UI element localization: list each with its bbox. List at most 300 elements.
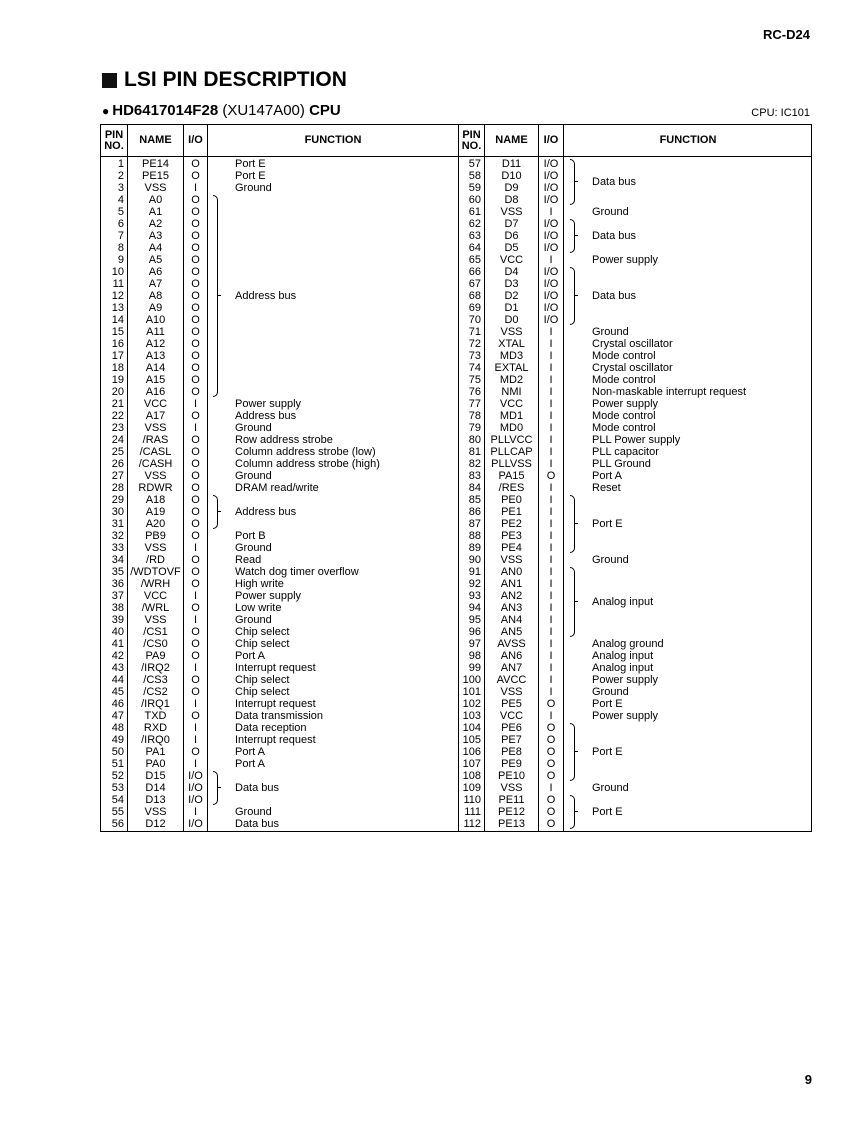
pin-name: PE7: [501, 734, 522, 746]
group-label: Address bus: [235, 506, 297, 518]
pin-io: I: [549, 710, 553, 722]
table-row: [101, 506, 813, 518]
pin-function: Power supply: [235, 398, 302, 410]
pin-number: 68: [468, 290, 481, 302]
pin-io: O: [191, 326, 200, 338]
pin-io: O: [191, 302, 200, 314]
pin-number: 100: [462, 674, 481, 686]
group-brace: [570, 795, 575, 829]
pin-name: AN5: [500, 626, 523, 638]
pin-name: AN7: [500, 662, 523, 674]
pin-name: VCC: [143, 398, 168, 410]
table-row: [101, 818, 813, 830]
table-row: [101, 650, 813, 662]
pin-name: /IRQ0: [141, 734, 170, 746]
pin-function: Mode control: [592, 374, 656, 386]
pin-number: 32: [111, 530, 124, 542]
pin-number: 57: [468, 158, 481, 170]
pin-io: I: [549, 458, 553, 470]
pin-number: 27: [111, 470, 124, 482]
pin-number: 6: [117, 218, 124, 230]
pin-name: MD1: [499, 410, 524, 422]
pin-name: VSS: [500, 206, 523, 218]
pin-io: I: [549, 578, 553, 590]
pin-io: O: [546, 746, 556, 758]
pin-name: PE11: [498, 794, 525, 806]
pin-name: A20: [145, 518, 166, 530]
pin-name: A5: [148, 254, 163, 266]
pin-number: 104: [462, 722, 481, 734]
pin-number: 89: [468, 542, 481, 554]
pin-io: I: [193, 806, 198, 818]
table-row: [101, 398, 813, 410]
pin-name: PE0: [501, 494, 522, 506]
pin-function: Ground: [592, 782, 629, 794]
table-row: [101, 314, 813, 326]
pin-io: I: [549, 518, 553, 530]
pin-name: VSS: [500, 326, 523, 338]
pin-io: I/O: [543, 170, 559, 182]
pin-name: VCC: [499, 254, 524, 266]
pin-io: O: [546, 722, 556, 734]
pin-io: I/O: [543, 242, 559, 254]
pin-name: PE12: [498, 806, 525, 818]
pin-io: O: [191, 206, 200, 218]
table-row: [101, 494, 813, 506]
table-row: [101, 626, 813, 638]
pin-name: A14: [145, 362, 166, 374]
pin-io: I: [193, 698, 198, 710]
pin-number: 64: [468, 242, 481, 254]
pin-io: I: [549, 614, 553, 626]
table-row: [101, 458, 813, 470]
pin-io: I: [193, 422, 198, 434]
header-pin-no: PIN NO.: [104, 128, 124, 152]
group-label: Data bus: [592, 290, 637, 302]
table-row: [101, 794, 813, 806]
table-row: [101, 662, 813, 674]
pin-name: D3: [504, 278, 519, 290]
pin-number: 88: [468, 530, 481, 542]
pin-name: D10: [501, 170, 522, 182]
table-row: [101, 638, 813, 650]
pin-number: 108: [462, 770, 481, 782]
pin-name: A18: [145, 494, 166, 506]
pin-number: 112: [463, 818, 481, 830]
pin-name: PE1: [501, 506, 522, 518]
pin-number: 23: [111, 422, 124, 434]
pin-io: I: [549, 542, 553, 554]
table-row: [101, 758, 813, 770]
table-row: [101, 158, 813, 170]
pin-number: 102: [462, 698, 481, 710]
pin-function: Port A: [235, 746, 265, 758]
pin-io: I: [549, 662, 553, 674]
group-label: Port E: [592, 806, 623, 818]
pin-number: 85: [468, 494, 481, 506]
pin-number: 55: [111, 806, 124, 818]
pin-name: VSS: [144, 470, 167, 482]
pin-name: VSS: [144, 542, 167, 554]
table-row: [101, 170, 813, 182]
pin-io: O: [191, 230, 200, 242]
pin-io: I: [549, 530, 553, 542]
pin-io: I: [549, 206, 553, 218]
chip-code: (XU147A00): [222, 102, 305, 119]
pin-io: O: [546, 806, 556, 818]
pin-number: 50: [111, 746, 124, 758]
pin-number: 29: [111, 494, 124, 506]
pin-function: Analog ground: [592, 638, 664, 650]
pin-name: /IRQ2: [141, 662, 170, 674]
pin-io: I: [549, 446, 553, 458]
pin-name: PE8: [501, 746, 522, 758]
pin-io: I: [549, 602, 553, 614]
pin-function: Port A: [592, 470, 622, 482]
table-row: [101, 746, 813, 758]
header-function: FUNCTION: [659, 134, 717, 146]
pin-function: Mode control: [592, 410, 656, 422]
pin-number: 48: [111, 722, 124, 734]
pin-name: AVCC: [496, 674, 527, 686]
pin-name: PE5: [501, 698, 522, 710]
pin-io: I: [549, 386, 553, 398]
pin-name: AN1: [500, 578, 523, 590]
pin-number: 15: [111, 326, 124, 338]
pin-number: 82: [468, 458, 481, 470]
bullet-icon: ●: [102, 103, 110, 118]
pin-io: O: [191, 626, 200, 638]
pin-number: 17: [111, 350, 124, 362]
table-row: [101, 782, 813, 794]
pin-function: Ground: [235, 470, 272, 482]
pin-number: 109: [462, 782, 481, 794]
pin-io: O: [546, 734, 556, 746]
table-row: [101, 230, 813, 242]
pin-name: RXD: [143, 722, 168, 734]
pin-number: 7: [117, 230, 124, 242]
chip-title: [102, 102, 341, 119]
pin-name: AN3: [500, 602, 523, 614]
pin-number: 71: [468, 326, 481, 338]
pin-number: 45: [111, 686, 124, 698]
table-row: [101, 542, 813, 554]
pin-io: I: [549, 482, 553, 494]
pin-io: O: [191, 482, 200, 494]
pin-io: I: [549, 590, 553, 602]
pin-name: A11: [146, 326, 165, 338]
pin-number: 99: [468, 662, 481, 674]
pin-io: I/O: [543, 302, 559, 314]
header-io: I/O: [188, 134, 203, 146]
group-brace: [570, 723, 575, 781]
pin-number: 31: [111, 518, 124, 530]
pin-io: I/O: [543, 182, 559, 194]
pin-number: 13: [111, 302, 124, 314]
pin-number: 2: [117, 170, 124, 182]
pin-number: 51: [111, 758, 124, 770]
group-label: Address bus: [235, 290, 297, 302]
pin-function: Watch dog timer overflow: [235, 566, 359, 578]
pin-name: VSS: [500, 554, 523, 566]
pin-number: 42: [111, 650, 124, 662]
pin-number: 9: [117, 254, 124, 266]
pin-function: DRAM read/write: [235, 482, 319, 494]
pin-number: 58: [468, 170, 481, 182]
pin-function: Power supply: [592, 398, 659, 410]
pin-io: O: [191, 386, 200, 398]
pin-name: A4: [148, 242, 163, 254]
pin-name: VCC: [499, 398, 524, 410]
pin-io: O: [191, 194, 200, 206]
pin-function: Ground: [235, 542, 272, 554]
pin-function: Data transmission: [235, 710, 324, 722]
pin-name: VSS: [144, 806, 167, 818]
table-row: [101, 518, 813, 530]
pin-io: I: [549, 638, 553, 650]
pin-number: 16: [111, 338, 124, 350]
pin-function: Crystal oscillator: [592, 338, 673, 350]
pin-number: 39: [111, 614, 124, 626]
pin-function: Mode control: [592, 422, 656, 434]
pin-number: 111: [464, 806, 481, 818]
pin-name: PE2: [501, 518, 522, 530]
pin-number: 37: [111, 590, 124, 602]
pin-function: Port A: [235, 758, 265, 770]
pin-io: I: [549, 674, 553, 686]
pin-io: O: [191, 434, 200, 446]
pin-function: Column address strobe (low): [235, 446, 376, 458]
pin-name: PA0: [145, 758, 166, 770]
pin-number: 22: [111, 410, 124, 422]
pin-function: Row address strobe: [235, 434, 333, 446]
pin-function: Data bus: [235, 818, 280, 830]
pin-function: Ground: [592, 686, 629, 698]
pin-name: D12: [145, 818, 166, 830]
pin-function: Ground: [235, 614, 272, 626]
pin-name: /CS0: [143, 638, 168, 650]
pin-number: 38: [111, 602, 124, 614]
pin-io: O: [546, 818, 556, 830]
pin-number: 56: [111, 818, 124, 830]
pin-io: I: [549, 410, 553, 422]
pin-function: Ground: [592, 326, 629, 338]
pin-number: 60: [468, 194, 481, 206]
group-label: Port E: [592, 746, 623, 758]
pin-io: I: [549, 362, 553, 374]
pin-io: I: [193, 542, 198, 554]
pin-io: O: [191, 458, 200, 470]
pin-number: 14: [111, 314, 124, 326]
pin-name: VSS: [500, 782, 523, 794]
pin-number: 1: [117, 158, 124, 170]
pin-name: XTAL: [498, 338, 525, 350]
pin-number: 70: [468, 314, 481, 326]
pin-io: I/O: [543, 278, 559, 290]
table-row: [101, 338, 813, 350]
pin-function: Interrupt request: [235, 734, 316, 746]
pin-io: I/O: [188, 794, 203, 806]
pin-io: I/O: [543, 314, 559, 326]
pin-function: Reset: [592, 482, 621, 494]
pin-function: PLL Ground: [592, 458, 651, 470]
pin-number: 75: [468, 374, 481, 386]
pin-number: 53: [111, 782, 124, 794]
group-brace: [570, 267, 575, 325]
pin-function: Column address strobe (high): [235, 458, 380, 470]
table-row: [101, 326, 813, 338]
table-row: [101, 266, 813, 278]
pin-function: Address bus: [235, 410, 297, 422]
pin-number: 25: [111, 446, 124, 458]
pin-io: O: [191, 170, 200, 182]
pin-io: I/O: [543, 218, 559, 230]
pin-io: O: [191, 710, 200, 722]
pin-function: Chip select: [235, 626, 290, 638]
group-brace: [570, 219, 575, 253]
pin-name: D4: [504, 266, 519, 278]
pin-io: O: [191, 242, 200, 254]
pin-number: 33: [111, 542, 124, 554]
pin-io: O: [191, 158, 200, 170]
pin-io: O: [546, 698, 556, 710]
pin-number: 49: [111, 734, 124, 746]
pin-name: /CASH: [138, 458, 173, 470]
pin-io: I/O: [543, 266, 559, 278]
table-row: [101, 470, 813, 482]
group-label: Port E: [592, 518, 623, 530]
pin-number: 105: [462, 734, 481, 746]
pin-number: 84: [468, 482, 481, 494]
pin-function: Power supply: [592, 674, 659, 686]
pin-io: O: [191, 278, 200, 290]
pin-name: VSS: [500, 686, 523, 698]
group-brace: [570, 495, 575, 553]
pin-io: I: [549, 506, 553, 518]
pin-name: D2: [504, 290, 519, 302]
pin-name: D0: [504, 314, 519, 326]
pin-name: A15: [145, 374, 166, 386]
cpu-reference: CPU: IC101: [751, 107, 810, 119]
pin-name: AN4: [500, 614, 523, 626]
pin-io: I/O: [543, 194, 559, 206]
pin-io: O: [191, 266, 200, 278]
pin-name: /RD: [146, 554, 165, 566]
pin-name: PE15: [142, 170, 169, 182]
pin-name: /IRQ1: [141, 698, 170, 710]
pin-io: I: [549, 626, 553, 638]
pin-number: 54: [111, 794, 124, 806]
pin-number: 65: [468, 254, 481, 266]
pin-io: I: [549, 782, 553, 794]
pin-io: I/O: [188, 770, 203, 782]
pin-io: O: [546, 758, 556, 770]
pin-number: 35: [111, 566, 124, 578]
pin-name: A2: [148, 218, 163, 230]
pin-number: 93: [468, 590, 481, 602]
pin-name: A17: [145, 410, 166, 422]
pin-name: D5: [504, 242, 519, 254]
pin-name: AVSS: [497, 638, 526, 650]
pin-number: 106: [462, 746, 481, 758]
pin-name: VSS: [144, 614, 167, 626]
pin-function: Ground: [592, 554, 629, 566]
pin-name: /WDTOVF: [130, 566, 181, 578]
pin-number: 12: [111, 290, 124, 302]
square-bullet-icon: [102, 73, 117, 88]
table-row: [101, 674, 813, 686]
table-row: [101, 710, 813, 722]
pin-name: MD2: [499, 374, 524, 386]
table-row: [101, 410, 813, 422]
table-row: [101, 434, 813, 446]
pin-io: I: [549, 254, 553, 266]
pin-name: /CS2: [143, 686, 168, 698]
pin-name: PE3: [501, 530, 522, 542]
pin-name: A13: [145, 350, 166, 362]
pin-function: Power supply: [235, 590, 302, 602]
pin-name: PLLCAP: [490, 446, 533, 458]
chip-part-number: HD6417014F28: [112, 102, 219, 119]
header-pin-no: PIN NO.: [461, 128, 482, 152]
pin-function: Chip select: [235, 686, 290, 698]
pin-name: VCC: [143, 590, 168, 602]
pin-io: I: [193, 590, 198, 602]
table-row: [101, 278, 813, 290]
pin-io: O: [191, 314, 200, 326]
pin-io: I: [193, 722, 198, 734]
pin-function: Port B: [235, 530, 266, 542]
pin-number: 87: [468, 518, 481, 530]
header-io: I/O: [543, 134, 559, 146]
pin-io: I: [193, 398, 198, 410]
pin-number: 59: [468, 182, 481, 194]
pin-function: Crystal oscillator: [592, 362, 673, 374]
group-brace: [570, 159, 575, 205]
pin-io: O: [191, 674, 200, 686]
pin-name: AN6: [500, 650, 523, 662]
pin-name: A0: [148, 194, 163, 206]
table-row: [101, 422, 813, 434]
pin-name: A16: [145, 386, 166, 398]
table-row: [101, 290, 813, 302]
pin-name: A8: [148, 290, 163, 302]
section-title-text: LSI PIN DESCRIPTION: [124, 68, 347, 91]
pin-number: 86: [468, 506, 481, 518]
pin-io: I/O: [543, 158, 559, 170]
pin-number: 78: [468, 410, 481, 422]
pin-name: /CS1: [143, 626, 168, 638]
pin-io: I: [549, 494, 553, 506]
group-label: Data bus: [592, 230, 637, 242]
table-row: [101, 614, 813, 626]
pin-name: A12: [145, 338, 166, 350]
pin-number: 90: [468, 554, 481, 566]
pin-function: Data reception: [235, 722, 307, 734]
table-row: [101, 578, 813, 590]
table-row: [101, 590, 813, 602]
table-row: [101, 218, 813, 230]
pin-number: 26: [111, 458, 124, 470]
pin-number: 77: [468, 398, 481, 410]
pin-number: 80: [468, 434, 481, 446]
header-name: NAME: [139, 134, 172, 146]
table-row: [101, 254, 813, 266]
pin-io: O: [191, 602, 200, 614]
table-row: [101, 806, 813, 818]
pin-number: 97: [468, 638, 481, 650]
table-row: [101, 770, 813, 782]
